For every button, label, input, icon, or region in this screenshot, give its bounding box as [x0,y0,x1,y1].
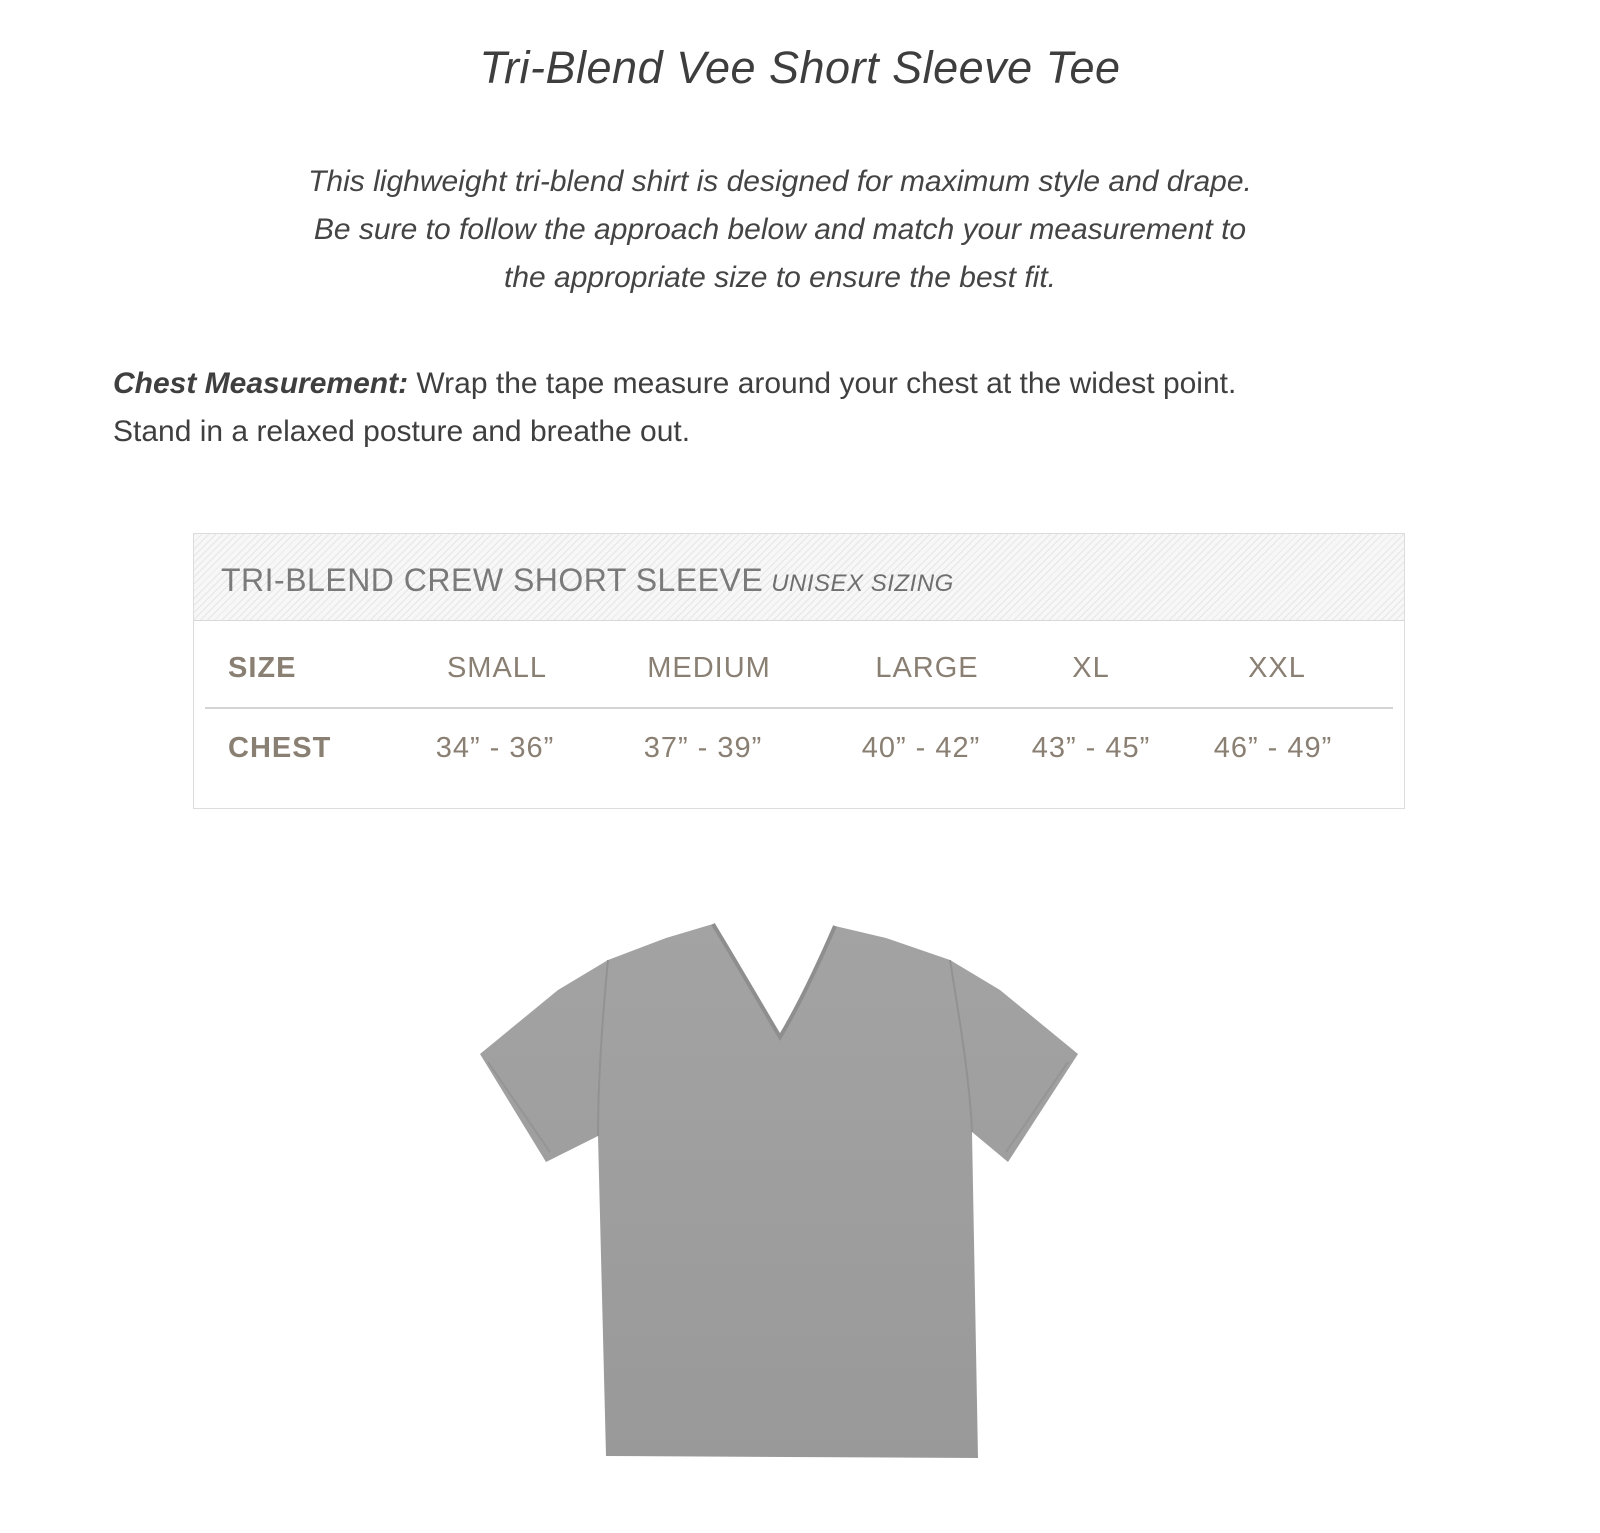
chest-cell: 40” - 42” [861,732,981,764]
size-chart-title-text: TRI-BLEND CREW SHORT SLEEVE [221,562,764,598]
chest-note-label: Chest Measurement: [113,367,409,400]
chest-note-text: Wrap the tape measure around your chest at the widest point. [408,367,1237,400]
size-chart-header [194,534,1404,621]
intro-line: This lighweight tri-blend shirt is designed for maximum style and drape. [308,165,1252,198]
tee-body [480,924,1078,1458]
v-neck-tshirt-icon [480,912,1080,1482]
chest-note-line: Stand in a relaxed posture and breathe out. [113,415,691,448]
chest-cell: 43” - 45” [1031,732,1151,764]
size-row-label: SIZE [228,652,297,684]
size-cell: LARGE [875,652,979,684]
page-title: Tri-Blend Vee Short Sleeve Tee [479,42,1121,93]
intro-line: Be sure to follow the approach below and match your measurement to [313,213,1247,246]
size-cell: XXL [1248,652,1306,684]
chest-cell: 37” - 39” [643,732,763,764]
intro-text [150,158,1410,302]
size-cell: MEDIUM [647,652,771,684]
chest-cell: 34” - 36” [435,732,555,764]
size-cell: SMALL [446,652,548,684]
chest-note-line [113,360,1513,408]
chest-row-label: CHEST [228,732,332,764]
size-chart-title [221,562,954,599]
size-cell: XL [1072,652,1110,684]
chest-cell: 46” - 49” [1213,732,1333,764]
size-chart [193,533,1405,809]
chest-measurement-note [113,360,1513,456]
table-divider [205,707,1393,709]
size-chart-subtitle: UNISEX SIZING [771,570,954,597]
intro-line: the appropriate size to ensure the best fit. [504,261,1056,294]
